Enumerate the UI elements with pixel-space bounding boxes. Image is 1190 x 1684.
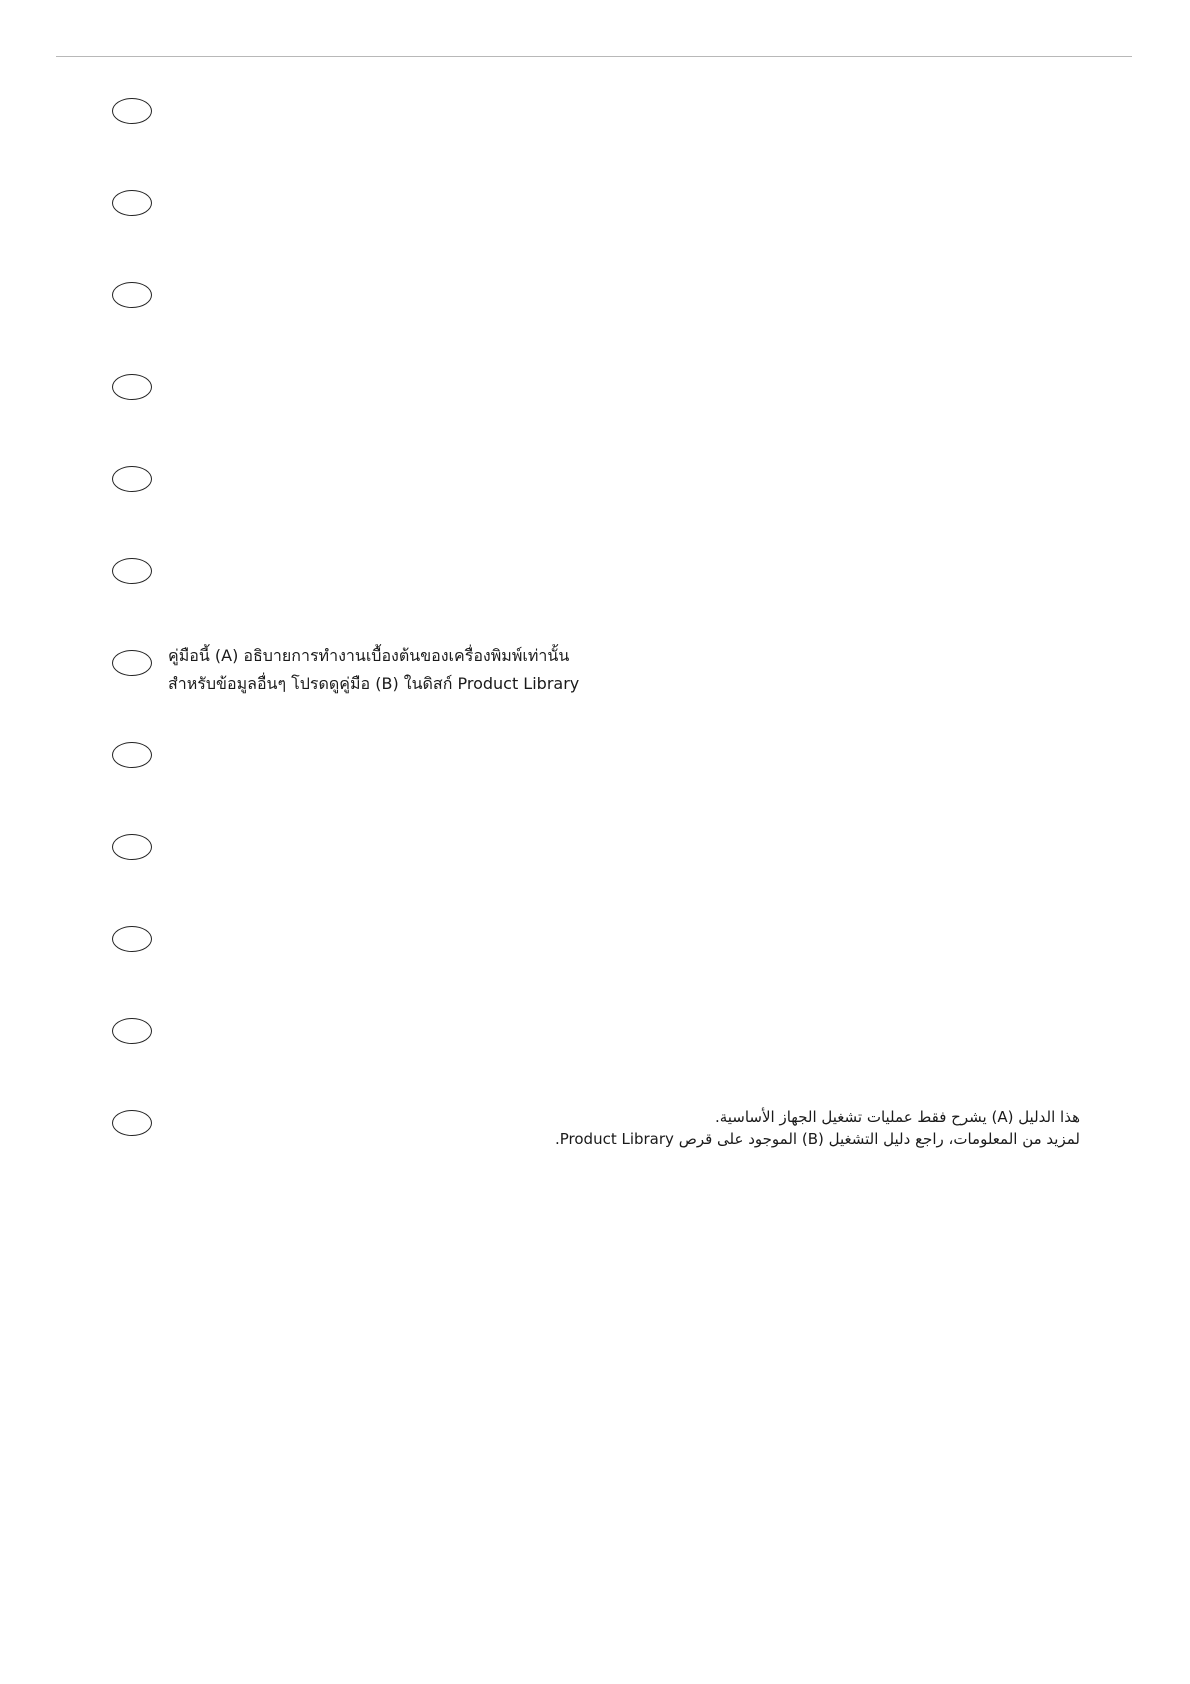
language-block-8 bbox=[0, 732, 1190, 772]
language-marker-oval bbox=[112, 834, 152, 860]
language-marker-oval bbox=[112, 742, 152, 768]
language-block-3 bbox=[0, 272, 1190, 312]
arabic-notice-line-1: هذا الدليل (A) يشرح فقط عمليات تشغيل الجهاز الأساسية. bbox=[714, 1108, 1080, 1126]
thai-notice bbox=[168, 642, 579, 698]
language-marker-oval bbox=[112, 190, 152, 216]
language-marker-oval bbox=[112, 1110, 152, 1136]
language-marker-oval bbox=[112, 98, 152, 124]
language-block-10 bbox=[0, 916, 1190, 956]
language-marker-oval bbox=[112, 466, 152, 492]
language-block-6 bbox=[0, 548, 1190, 588]
arabic-notice bbox=[555, 1106, 1080, 1150]
language-marker-oval bbox=[112, 1018, 152, 1044]
language-block-4 bbox=[0, 364, 1190, 404]
language-marker-oval bbox=[112, 558, 152, 584]
language-marker-oval bbox=[112, 282, 152, 308]
arabic-notice-line-2: لمزيد من المعلومات، راجع دليل التشغيل (B) الموجود على قرص Product Library. bbox=[554, 1130, 1080, 1148]
language-block-thai bbox=[0, 640, 1190, 693]
thai-notice-line-2: สำหรับข้อมูลอื่นๆ โปรดดูคู่มือ (B) ในดิสก์ Product Library bbox=[168, 674, 580, 693]
thai-notice-line-1: คู่มือนี้ (A) อธิบายการทำงานเบื้องต้นของเครื่องพิมพ์เท่านั้น bbox=[168, 646, 570, 665]
language-marker-oval bbox=[112, 926, 152, 952]
language-block-arabic bbox=[0, 1100, 1190, 1148]
language-block-9 bbox=[0, 824, 1190, 864]
language-block-1 bbox=[0, 88, 1190, 128]
language-block-11 bbox=[0, 1008, 1190, 1048]
language-marker-oval bbox=[112, 374, 152, 400]
language-block-5 bbox=[0, 456, 1190, 496]
language-marker-oval bbox=[112, 650, 152, 676]
language-block-2 bbox=[0, 180, 1190, 220]
top-divider bbox=[56, 56, 1132, 57]
